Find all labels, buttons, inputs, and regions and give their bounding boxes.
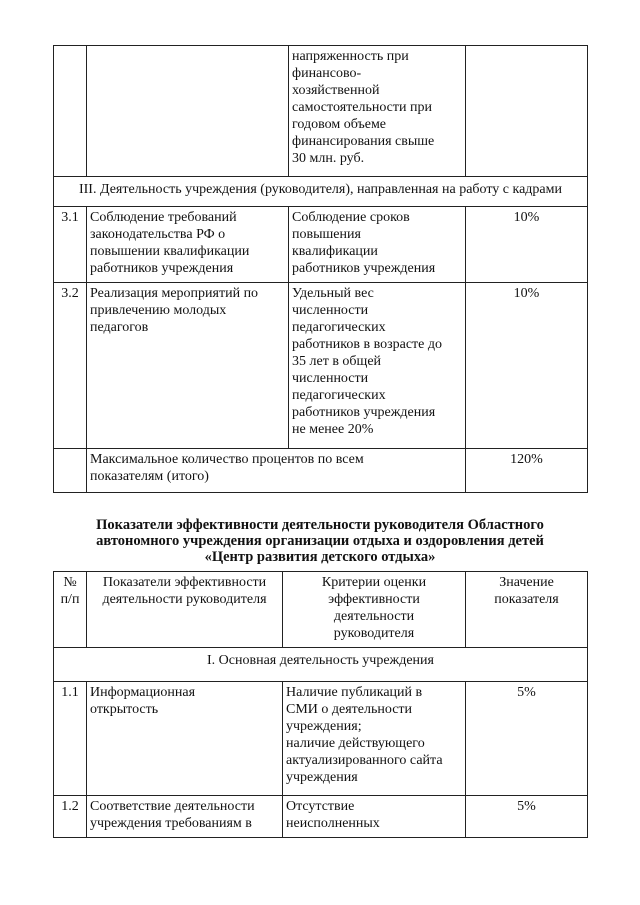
indicator-cell (87, 46, 289, 177)
indicator-cell: Соответствие деятельности учреждения требованиям в (87, 796, 283, 838)
section-title: Показатели эффективности деятельности руководителя Областного автономного учреждения организации отдыха и оздоровления детей «Центр развития детского отдыха» (96, 517, 544, 565)
table-row (54, 207, 588, 283)
indicators-table (53, 571, 588, 838)
criteria-cell: Отсутствие неисполненных (283, 796, 466, 838)
indicator-cell: Реализация мероприятий по привлечению молодых педагогов (87, 283, 289, 449)
indicator-cell: Информационная открытость (87, 682, 283, 796)
criteria-cell: Удельный вес численности педагогических работников в возрасте до 35 лет в общей численности педагогических работников учреждения не менее 20% (289, 283, 466, 449)
section-row (54, 177, 588, 207)
total-value: 120% (466, 449, 588, 493)
row-number: 1.2 (54, 796, 87, 838)
row-number: 3.1 (54, 207, 87, 283)
table-row (54, 46, 588, 177)
row-number: 1.1 (54, 682, 87, 796)
header-criteria: Критерии оценки эффективности деятельности руководителя (283, 572, 466, 648)
value-cell: 5% (466, 796, 588, 838)
header-indicator: Показатели эффективности деятельности руководителя (87, 572, 283, 648)
criteria-cell: Наличие публикаций в СМИ о деятельности учреждения; наличие действующего актуализированного сайта учреждения (283, 682, 466, 796)
value-cell: 5% (466, 682, 588, 796)
section-row (54, 648, 588, 682)
value-cell: 10% (466, 283, 588, 449)
header-row (54, 572, 588, 648)
section-heading: I. Основная деятельность учреждения (54, 648, 588, 682)
row-number: 3.2 (54, 283, 87, 449)
section-heading: III. Деятельность учреждения (руководителя), направленная на работу с кадрами (54, 177, 588, 207)
indicators-table-continued (53, 45, 588, 493)
table-row (54, 283, 588, 449)
table-row (54, 796, 588, 838)
total-label: Максимальное количество процентов по всем показателям (итого) (87, 449, 466, 493)
total-row (54, 449, 588, 493)
row-number (54, 449, 87, 493)
header-number: № п/п (54, 572, 87, 648)
criteria-cell: напряженность при финансово- хозяйственной самостоятельности при годовом объеме финансирования свыше 30 млн. руб. (289, 46, 466, 177)
row-number (54, 46, 87, 177)
value-cell (466, 46, 588, 177)
indicator-cell: Соблюдение требований законодательства РФ о повышении квалификации работников учреждения (87, 207, 289, 283)
criteria-cell: Соблюдение сроков повышения квалификации работников учреждения (289, 207, 466, 283)
value-cell: 10% (466, 207, 588, 283)
table-row (54, 682, 588, 796)
header-value: Значение показателя (466, 572, 588, 648)
